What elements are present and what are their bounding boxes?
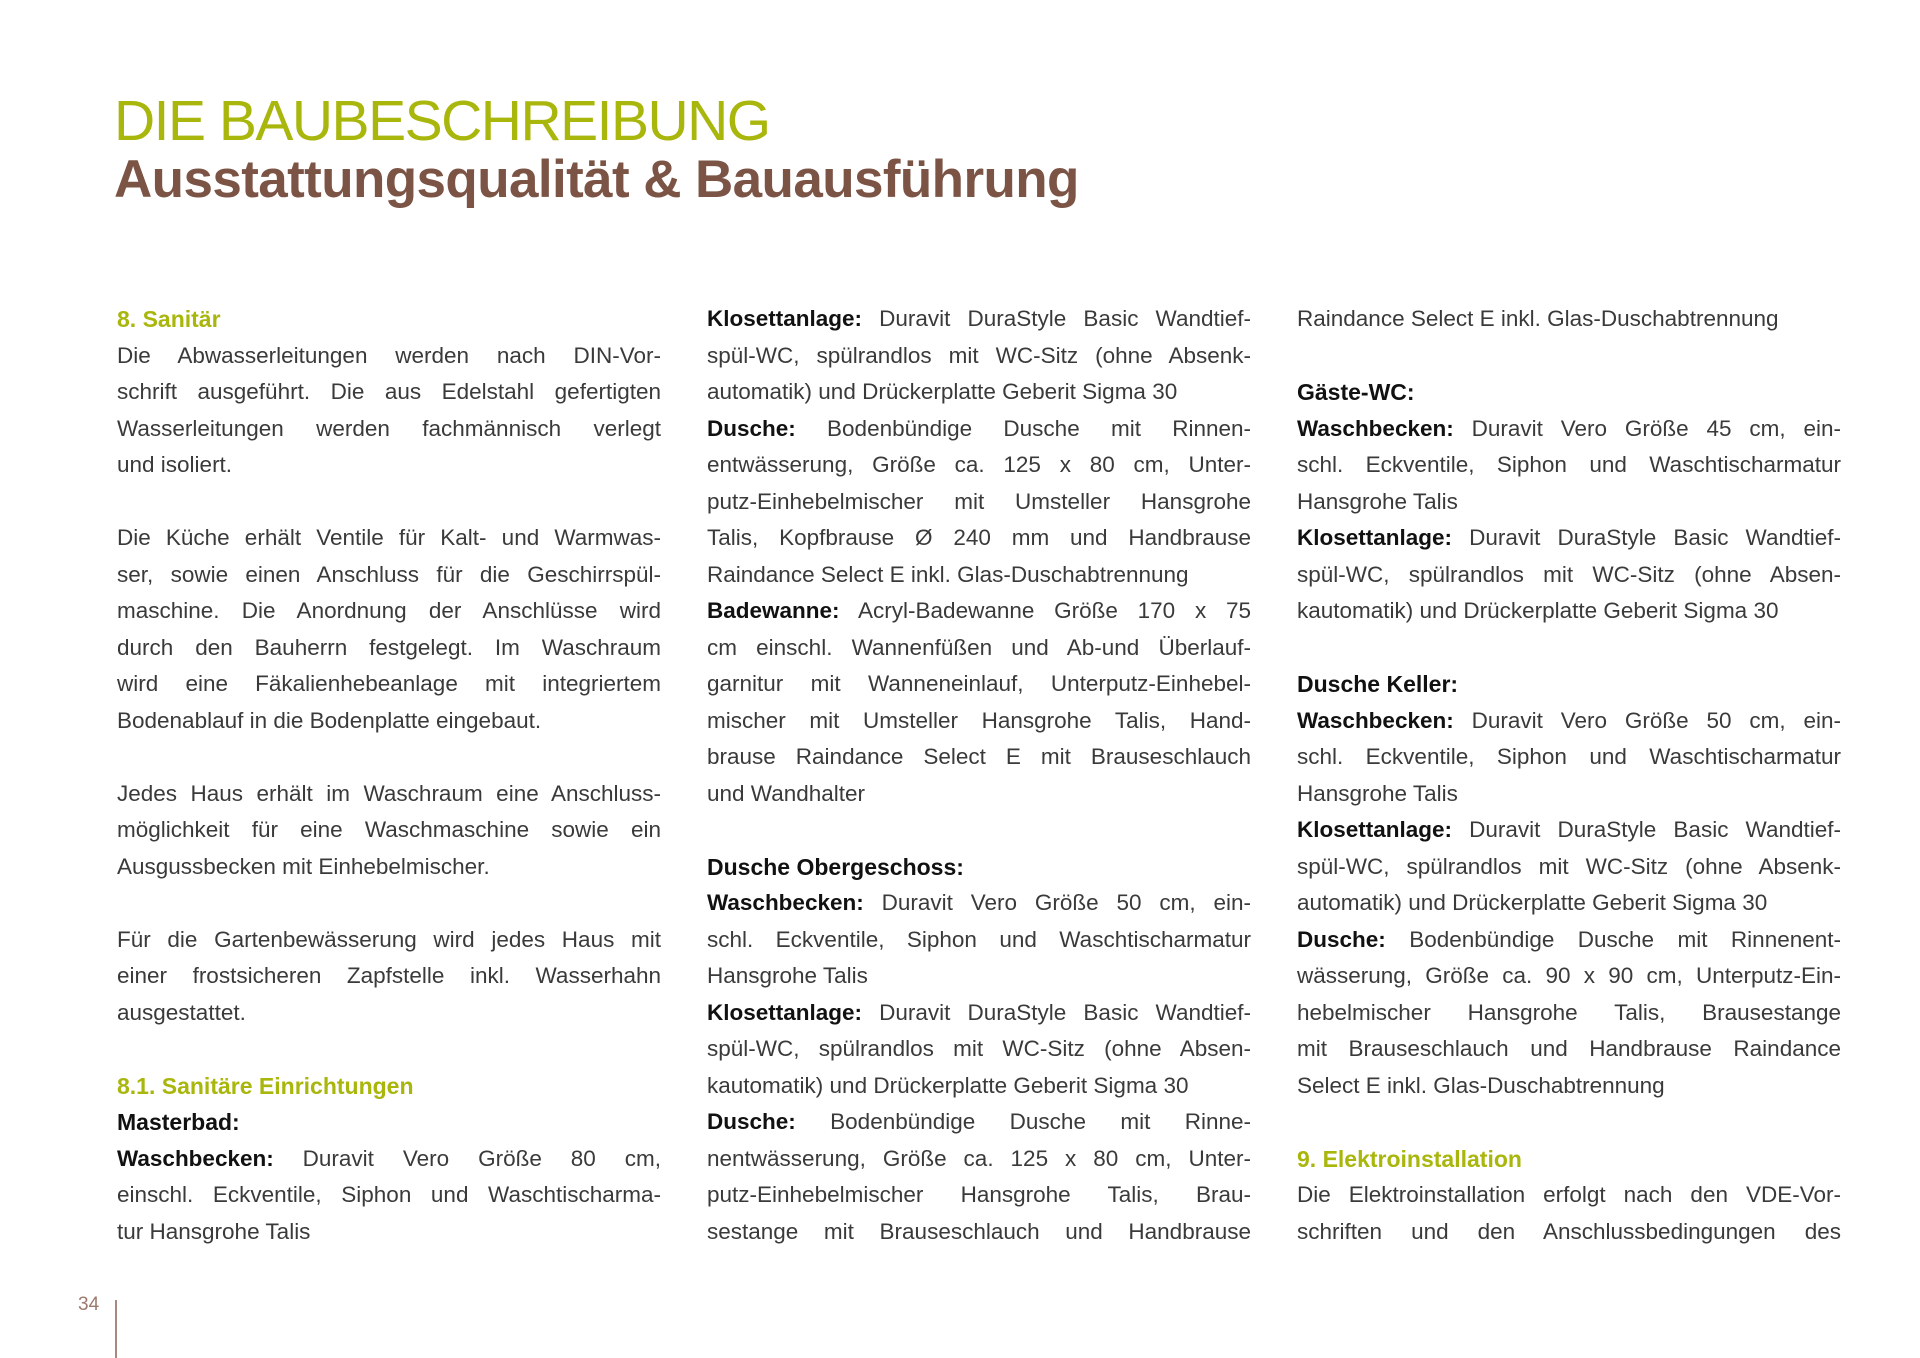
text-line xyxy=(117,958,661,995)
text-line xyxy=(707,703,1251,740)
subsection-heading xyxy=(707,849,1251,886)
line-text: putz-Einhebelmischer Hansgrohe Talis, Brau- xyxy=(707,1182,1251,1207)
line-text: ausgestattet. xyxy=(117,999,246,1025)
text-line xyxy=(1297,776,1841,813)
line-text: Select E inkl. Glas-Duschabtrennung xyxy=(1297,1072,1665,1098)
text-line xyxy=(707,1104,1251,1141)
text-line xyxy=(707,374,1251,411)
line-text: Duravit Vero Größe 45 cm, ein- xyxy=(1453,415,1841,441)
text-column-2 xyxy=(707,301,1251,1250)
text-line xyxy=(707,1031,1251,1068)
line-text: Raindance Select E inkl. Glas-Duschabtrennung xyxy=(707,561,1189,587)
item-label: Klosettanlage: xyxy=(1297,525,1453,550)
text-column-3 xyxy=(1297,301,1841,1250)
text-line xyxy=(117,520,661,557)
text-line xyxy=(707,447,1251,484)
blank-line xyxy=(117,885,661,922)
text-line xyxy=(707,630,1251,667)
line-text: Duravit DuraStyle Basic Wandtief- xyxy=(862,306,1251,331)
text-line xyxy=(117,593,661,630)
section-heading xyxy=(117,1068,661,1105)
line-text: cm einschl. Wannenfüßen und Ab-und Überlauf- xyxy=(707,634,1251,660)
line-text: schriften und den Anschlussbedingungen des xyxy=(1297,1218,1841,1244)
line-text: Die Elektroinstallation erfolgt nach den VDE-Vor- xyxy=(1297,1182,1841,1207)
text-line xyxy=(1297,995,1841,1032)
text-line xyxy=(117,666,661,703)
line-text: schl. Eckventile, Siphon und Waschtischarmatur xyxy=(1297,744,1841,769)
line-text: hebelmischer Hansgrohe Talis, Brausestange xyxy=(1297,999,1841,1025)
blank-line xyxy=(117,739,661,776)
line-text: kautomatik) und Drückerplatte Geberit Sigma 30 xyxy=(1297,598,1779,623)
line-text: automatik) und Drückerplatte Geberit Sigma 30 xyxy=(1297,890,1768,915)
page-subtitle: Ausstattungsqualität & Bauausführung xyxy=(114,150,1079,209)
line-text: 9. Elektroinstallation xyxy=(1297,1145,1522,1172)
blank-line xyxy=(707,812,1251,849)
line-text: Die Abwasserleitungen werden nach DIN-Vor- xyxy=(117,342,661,368)
line-text: Hansgrohe Talis xyxy=(1297,780,1458,806)
line-text: Raindance Select E inkl. Glas-Duschabtrennung xyxy=(1297,306,1779,331)
text-line xyxy=(117,374,661,411)
item-label: Klosettanlage: xyxy=(707,306,863,331)
line-text: ser, sowie einen Anschluss für die Geschirrspül- xyxy=(117,561,661,587)
text-line xyxy=(117,557,661,594)
line-text: Hansgrohe Talis xyxy=(1297,488,1458,514)
item-label: Dusche: xyxy=(707,415,796,441)
page-number: 34 xyxy=(78,1294,100,1315)
item-label: Waschbecken: xyxy=(1297,415,1454,441)
line-text: wässerung, Größe ca. 90 x 90 cm, Unterputz-Ein- xyxy=(1297,963,1841,988)
line-text: schl. Eckventile, Siphon und Waschtischarmatur xyxy=(707,926,1251,952)
line-text: durch den Bauherrn festgelegt. Im Waschraum xyxy=(117,634,661,660)
line-text: putz-Einhebelmischer mit Umsteller Hansgrohe xyxy=(707,488,1251,514)
text-line xyxy=(707,484,1251,521)
line-text: Für die Gartenbewässerung wird jedes Haus mit xyxy=(117,926,661,952)
item-label: Dusche: xyxy=(1297,926,1386,952)
text-line xyxy=(1297,301,1841,338)
item-label: Waschbecken: xyxy=(707,890,864,915)
text-line xyxy=(1297,1177,1841,1214)
text-line xyxy=(117,995,661,1032)
line-text: Hansgrohe Talis xyxy=(707,963,868,988)
line-text: Die Küche erhält Ventile für Kalt- und Warmwas- xyxy=(117,525,661,550)
text-line xyxy=(117,630,661,667)
item-label: Dusche: xyxy=(707,1109,796,1134)
text-line xyxy=(1297,1214,1841,1251)
text-line xyxy=(707,666,1251,703)
line-text: Duravit DuraStyle Basic Wandtief- xyxy=(1452,817,1841,842)
text-line xyxy=(117,922,661,959)
text-line xyxy=(1297,812,1841,849)
line-text: Duravit DuraStyle Basic Wandtief- xyxy=(1452,525,1841,550)
text-line xyxy=(117,776,661,813)
text-line xyxy=(707,739,1251,776)
line-text: Acryl-Badewanne Größe 170 x 75 xyxy=(839,598,1251,623)
text-line xyxy=(1297,520,1841,557)
line-text: und Wandhalter xyxy=(707,780,866,806)
subsection-heading xyxy=(1297,374,1841,411)
blank-line xyxy=(1297,338,1841,375)
line-text: Bodenbündige Dusche mit Rinnen- xyxy=(795,415,1251,441)
line-text: Wasserleitungen werden fachmännisch verlegt xyxy=(117,415,661,441)
item-label: Waschbecken: xyxy=(1297,707,1454,733)
line-text: einer frostsicheren Zapfstelle inkl. Wasserhahn xyxy=(117,963,661,988)
line-text: mischer mit Umsteller Hansgrohe Talis, Hand- xyxy=(707,707,1251,733)
text-line xyxy=(117,411,661,448)
page-number-divider xyxy=(115,1300,117,1358)
blank-line xyxy=(117,1031,661,1068)
line-text: Dusche Keller: xyxy=(1297,671,1459,697)
item-label: Badewanne: xyxy=(707,598,840,623)
text-line xyxy=(1297,1031,1841,1068)
item-label: Waschbecken: xyxy=(117,1145,274,1171)
text-line xyxy=(707,557,1251,594)
text-line xyxy=(117,849,661,886)
text-line xyxy=(117,703,661,740)
text-column-1 xyxy=(117,301,661,1250)
text-line xyxy=(707,1141,1251,1178)
line-text: nentwässerung, Größe ca. 125 x 80 cm, Unter- xyxy=(707,1145,1251,1171)
line-text: sestange mit Brauseschlauch und Handbrause xyxy=(707,1218,1251,1244)
blank-line xyxy=(1297,1104,1841,1141)
line-text: brause Raindance Select E mit Brauseschlauch xyxy=(707,744,1251,769)
line-text: 8.1. Sanitäre Einrichtungen xyxy=(117,1072,414,1099)
line-text: garnitur mit Wanneneinlauf, Unterputz-Einhebel- xyxy=(707,671,1251,696)
text-line xyxy=(117,1177,661,1214)
line-text: Bodenablauf in die Bodenplatte eingebaut. xyxy=(117,707,542,733)
line-text: Dusche Obergeschoss: xyxy=(707,853,964,880)
text-line xyxy=(1297,739,1841,776)
text-line xyxy=(707,520,1251,557)
text-line xyxy=(707,338,1251,375)
line-text: Duravit Vero Größe 80 cm, xyxy=(273,1145,661,1171)
line-text: Jedes Haus erhält im Waschraum eine Anschluss- xyxy=(117,780,661,806)
line-text: schl. Eckventile, Siphon und Waschtischarmatur xyxy=(1297,452,1841,477)
text-line xyxy=(117,812,661,849)
line-text: Talis, Kopfbrause Ø 240 mm und Handbrause xyxy=(707,525,1251,550)
text-line xyxy=(1297,922,1841,959)
line-text: und isoliert. xyxy=(117,452,233,477)
section-heading xyxy=(117,301,661,338)
text-line xyxy=(1297,885,1841,922)
line-text: spül-WC, spülrandlos mit WC-Sitz (ohne Absenk- xyxy=(707,342,1251,368)
text-line xyxy=(707,411,1251,448)
text-line xyxy=(707,1177,1251,1214)
line-text: maschine. Die Anordnung der Anschlüsse wird xyxy=(117,598,661,623)
line-text: spül-WC, spülrandlos mit WC-Sitz (ohne Absen- xyxy=(707,1036,1251,1061)
line-text: spül-WC, spülrandlos mit WC-Sitz (ohne Absen- xyxy=(1297,561,1841,587)
item-label: Klosettanlage: xyxy=(1297,817,1453,842)
text-line xyxy=(117,447,661,484)
line-text: einschl. Eckventile, Siphon und Waschtischarma- xyxy=(117,1182,661,1207)
text-line xyxy=(1297,703,1841,740)
text-line xyxy=(707,922,1251,959)
line-text: 8. Sanitär xyxy=(117,306,221,332)
line-text: Duravit Vero Größe 50 cm, ein- xyxy=(863,890,1251,915)
line-text: kautomatik) und Drückerplatte Geberit Sigma 30 xyxy=(707,1072,1189,1098)
line-text: möglichkeit für eine Waschmaschine sowie ein xyxy=(117,817,661,842)
line-text: Bodenbündige Dusche mit Rinnenent- xyxy=(1385,926,1841,952)
line-text: mit Brauseschlauch und Handbrause Raindance xyxy=(1297,1036,1841,1061)
subsection-heading xyxy=(1297,666,1841,703)
item-label: Klosettanlage: xyxy=(707,999,863,1025)
blank-line xyxy=(117,484,661,521)
line-text: Gäste-WC: xyxy=(1297,379,1415,405)
line-text: Duravit DuraStyle Basic Wandtief- xyxy=(862,999,1251,1025)
text-line xyxy=(707,776,1251,813)
page-title: DIE BAUBESCHREIBUNG xyxy=(114,89,770,153)
text-line xyxy=(707,958,1251,995)
text-line xyxy=(707,995,1251,1032)
text-line xyxy=(1297,958,1841,995)
text-line xyxy=(707,885,1251,922)
line-text: tur Hansgrohe Talis xyxy=(117,1218,311,1244)
text-line xyxy=(707,301,1251,338)
text-line xyxy=(1297,484,1841,521)
text-line xyxy=(1297,1068,1841,1105)
line-text: spül-WC, spülrandlos mit WC-Sitz (ohne Absenk- xyxy=(1297,853,1841,879)
section-heading xyxy=(1297,1141,1841,1178)
line-text: Bodenbündige Dusche mit Rinne- xyxy=(795,1109,1251,1134)
line-text: entwässerung, Größe ca. 125 x 80 cm, Unter- xyxy=(707,452,1251,477)
text-line xyxy=(707,593,1251,630)
text-line xyxy=(1297,447,1841,484)
line-text: wird eine Fäkalienhebeanlage mit integriertem xyxy=(117,671,661,696)
text-line xyxy=(707,1068,1251,1105)
line-text: schrift ausgeführt. Die aus Edelstahl gefertigten xyxy=(117,379,661,404)
text-line xyxy=(117,338,661,375)
text-line xyxy=(117,1214,661,1251)
text-line xyxy=(117,1141,661,1178)
text-line xyxy=(1297,849,1841,886)
text-line xyxy=(1297,411,1841,448)
subsection-heading xyxy=(117,1104,661,1141)
text-line xyxy=(1297,557,1841,594)
text-line xyxy=(707,1214,1251,1251)
line-text: Ausgussbecken mit Einhebelmischer. xyxy=(117,853,490,879)
blank-line xyxy=(1297,630,1841,667)
line-text: Masterbad: xyxy=(117,1109,240,1135)
line-text: automatik) und Drückerplatte Geberit Sigma 30 xyxy=(707,379,1178,404)
line-text: Duravit Vero Größe 50 cm, ein- xyxy=(1453,707,1841,733)
text-line xyxy=(1297,593,1841,630)
